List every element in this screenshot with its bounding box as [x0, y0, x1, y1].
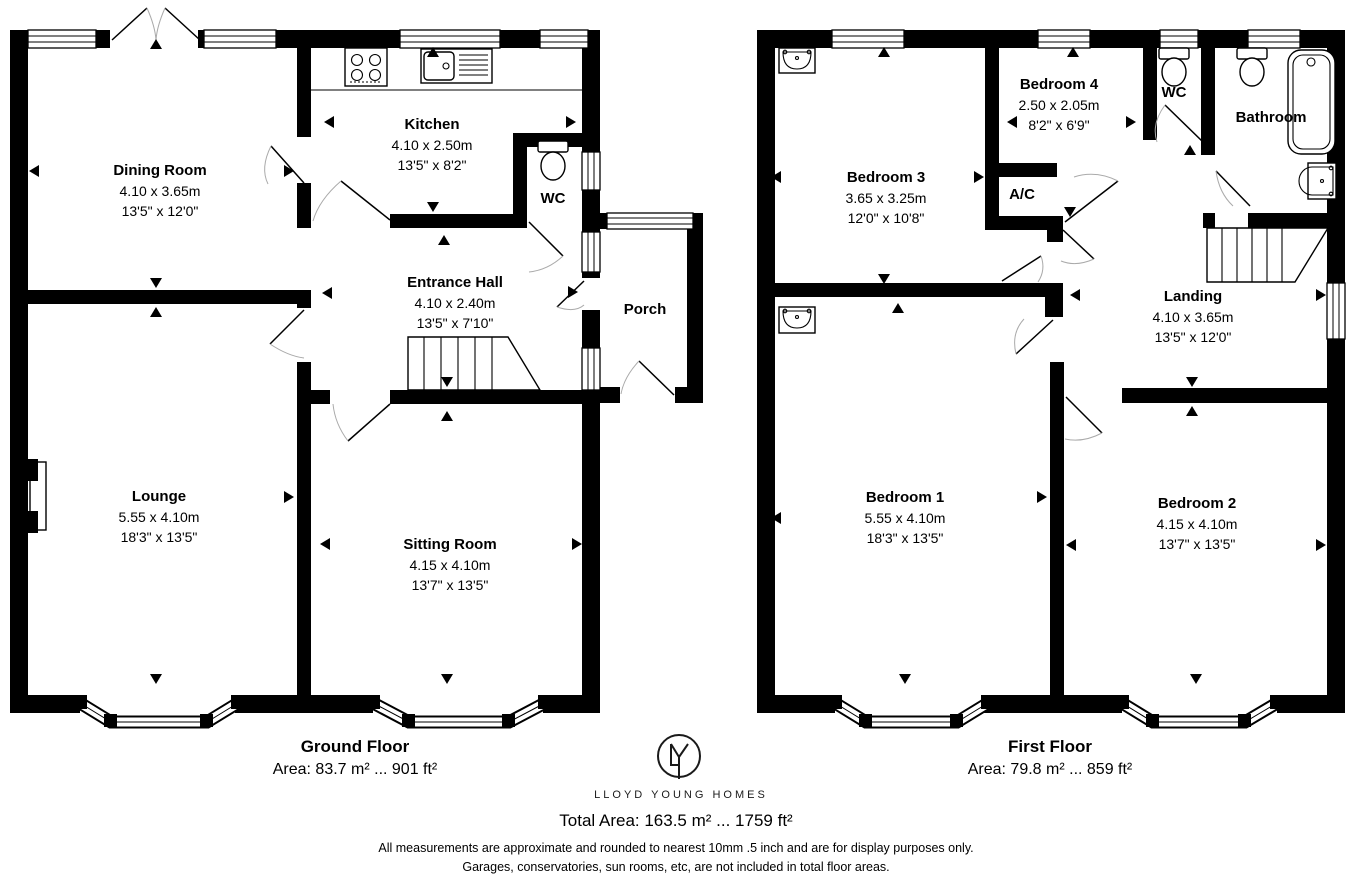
first-floor-area: Area: 79.8 m² ... 859 ft² [967, 761, 1133, 778]
room-metric: 4.10 x 3.65m [119, 183, 201, 199]
porch-front-door-opening [620, 387, 675, 403]
door [1065, 397, 1102, 440]
room-imperial: 18'3" x 13'5" [120, 529, 198, 545]
room-label-kitchen [392, 115, 473, 175]
toilet-icon [1237, 48, 1267, 86]
hall-porch-door-opening [582, 278, 600, 310]
door [529, 222, 563, 272]
door [1216, 171, 1250, 206]
room-metric: 4.15 x 4.10m [409, 557, 491, 573]
ground-floor-area: Area: 83.7 m² ... 901 ft² [272, 761, 438, 778]
disclaimer-line2: Garages, conservatories, sun rooms, etc, are not included in total floor areas. [462, 860, 890, 874]
room-label-bathroom [1236, 108, 1307, 128]
porch-window [607, 213, 693, 229]
room-label-bedroom2 [1157, 494, 1238, 554]
window [832, 30, 904, 48]
ground-floor-title: Ground Floor [300, 737, 410, 756]
ly-monogram-icon [658, 735, 700, 779]
room-label-bedroom1 [865, 488, 946, 548]
room-name: Lounge [131, 488, 187, 505]
room-label-entrance-hall [407, 273, 503, 333]
room-label-wc-first [1162, 83, 1187, 103]
door [333, 404, 390, 441]
room-name: Bedroom 2 [1157, 495, 1237, 512]
door [1002, 256, 1043, 282]
room-metric: 5.55 x 4.10m [864, 510, 946, 526]
bay-window [829, 695, 994, 727]
window [582, 152, 600, 190]
room-name: Bedroom 3 [846, 169, 926, 186]
room-imperial: 8'2" x 6'9" [1028, 117, 1090, 133]
room-imperial: 12'0" x 10'8" [847, 210, 925, 226]
room-label-bedroom4 [1019, 75, 1100, 135]
room-name: Bedroom 1 [865, 489, 945, 506]
disclaimer-line1: All measurements are approximate and rounded to nearest 10mm .5 inch and are for display purposes only. [378, 841, 974, 855]
dimension-arrows [771, 47, 1326, 684]
room-name: Bedroom 4 [1019, 76, 1099, 93]
room-label-landing [1153, 287, 1234, 347]
room-name: WC [540, 190, 566, 207]
room-name: Sitting Room [403, 536, 497, 553]
room-imperial: 13'7" x 13'5" [1158, 536, 1236, 552]
ground-floor-plan [10, 8, 703, 727]
window [1160, 30, 1198, 48]
stairs [1207, 228, 1328, 282]
toilet-icon [538, 141, 568, 180]
window [1248, 30, 1300, 48]
bathroom-door-opening [1215, 213, 1248, 228]
door [1065, 174, 1118, 222]
room-metric: 4.10 x 2.50m [391, 137, 473, 153]
room-name: Porch [623, 301, 667, 318]
room-label-wc-ground [541, 189, 566, 209]
room-imperial: 13'5" x 12'0" [1154, 329, 1232, 345]
room-label-lounge [119, 487, 200, 547]
room-label-porch [624, 300, 667, 320]
door [1061, 230, 1094, 264]
room-imperial: 13'5" x 8'2" [397, 157, 467, 173]
window [582, 348, 600, 390]
window [28, 30, 96, 48]
room-metric: 4.10 x 3.65m [1152, 309, 1234, 325]
window [540, 30, 588, 48]
window [204, 30, 276, 48]
room-name: Entrance Hall [407, 274, 503, 291]
room-label-dining [113, 161, 206, 221]
room-label-airing-cupboard [1009, 185, 1035, 205]
door [1155, 105, 1203, 142]
door [313, 181, 390, 221]
room-imperial: 13'5" x 7'10" [416, 315, 494, 331]
basin-icon [779, 307, 815, 333]
first-floor-title: First Floor [1007, 737, 1093, 756]
bay-window [367, 695, 551, 727]
total-area: Total Area: 163.5 m² ... 1759 ft² [559, 811, 793, 830]
window [582, 232, 600, 272]
room-metric: 4.10 x 2.40m [414, 295, 496, 311]
room-metric: 3.65 x 3.25m [845, 190, 927, 206]
basin-icon [1299, 163, 1336, 199]
toilet-icon [1159, 48, 1189, 86]
room-name: Kitchen [404, 116, 460, 133]
room-metric: 4.15 x 4.10m [1156, 516, 1238, 532]
window [1327, 283, 1345, 339]
basin-icon [779, 48, 815, 73]
room-imperial: 13'5" x 12'0" [121, 203, 199, 219]
room-imperial: 18'3" x 13'5" [866, 530, 944, 546]
bay-window [1116, 695, 1283, 727]
door [265, 146, 304, 184]
window [400, 30, 500, 48]
room-name: Landing [1163, 288, 1223, 305]
door [270, 310, 304, 358]
window [1038, 30, 1090, 48]
room-metric: 5.55 x 4.10m [118, 509, 200, 525]
fireplace-icon [28, 459, 46, 533]
door [1015, 319, 1053, 354]
hob-icon [345, 48, 387, 86]
company-name: LLOYD YOUNG HOMES [594, 789, 768, 801]
room-imperial: 13'7" x 13'5" [411, 577, 489, 593]
bathtub-icon [1288, 50, 1335, 154]
stairs [408, 337, 540, 390]
room-name: Dining Room [113, 162, 207, 179]
room-name: WC [1161, 84, 1187, 101]
room-name: Bathroom [1235, 109, 1307, 126]
bay-window [74, 695, 244, 727]
room-metric: 2.50 x 2.05m [1018, 97, 1100, 113]
room-name: A/C [1009, 186, 1035, 203]
room-label-sitting-room [403, 535, 496, 595]
room-label-bedroom3 [846, 168, 927, 228]
